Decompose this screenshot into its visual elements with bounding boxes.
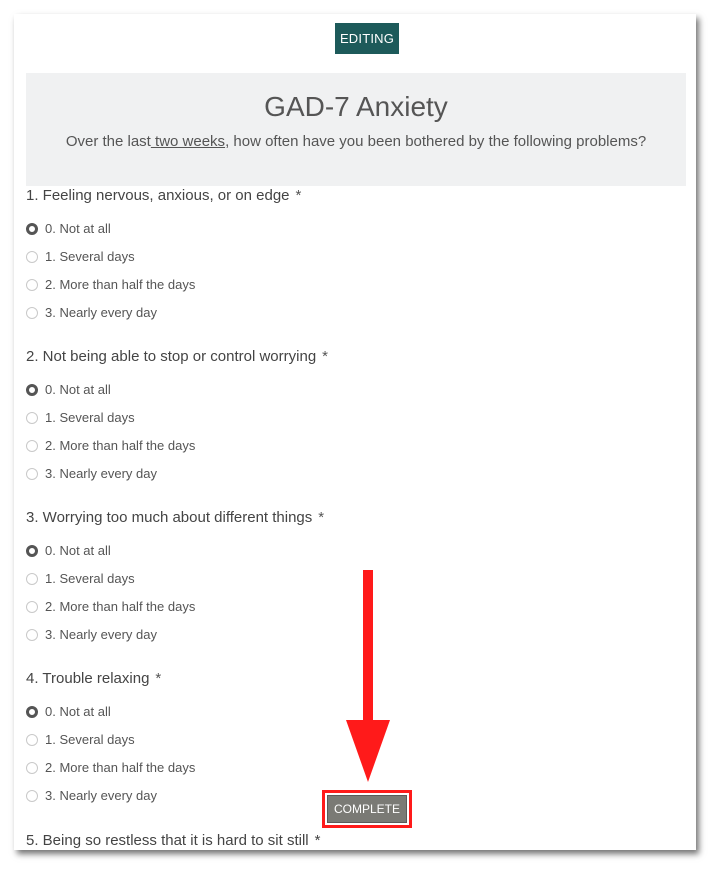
editing-badge: EDITING xyxy=(335,23,399,54)
required-marker: * xyxy=(318,509,325,526)
question-2 xyxy=(26,348,686,509)
subtitle-before: Over the last xyxy=(65,133,151,150)
option-label: 1. Several days xyxy=(45,249,135,264)
subtitle-after: , how often have you been bothered by the following problems? xyxy=(225,133,647,150)
option-not-at-all[interactable] xyxy=(26,704,111,719)
option-label: 3. Nearly every day xyxy=(45,788,157,803)
page-title: GAD-7 Anxiety xyxy=(264,91,448,122)
radio-checked-icon[interactable] xyxy=(26,384,38,396)
red-arrow-down-icon xyxy=(346,570,390,784)
option-label: 3. Nearly every day xyxy=(45,627,157,642)
complete-button[interactable]: COMPLETE xyxy=(327,795,407,823)
question-1 xyxy=(26,187,686,348)
question-text: 2. Not being able to stop or control worrying xyxy=(26,348,317,365)
radio-icon[interactable] xyxy=(26,573,38,585)
option-more-than-half[interactable] xyxy=(26,277,195,292)
question-text: 4. Trouble relaxing xyxy=(26,670,150,687)
question-text: 3. Worrying too much about different things xyxy=(26,509,313,526)
option-label: 0. Not at all xyxy=(45,704,111,719)
subtitle-emphasis: two weeks xyxy=(150,133,226,150)
option-label: 3. Nearly every day xyxy=(45,305,157,320)
radio-icon[interactable] xyxy=(26,468,38,480)
option-label: 2. More than half the days xyxy=(45,438,196,453)
question-text: 1. Feeling nervous, anxious, or on edge xyxy=(26,187,290,204)
radio-icon[interactable] xyxy=(26,307,38,319)
form-window xyxy=(14,14,696,850)
radio-icon[interactable] xyxy=(26,601,38,613)
radio-checked-icon[interactable] xyxy=(26,223,38,235)
radio-icon[interactable] xyxy=(26,734,38,746)
question-text: 5. Being so restless that it is hard to sit still xyxy=(26,832,309,849)
option-label: 0. Not at all xyxy=(45,382,111,397)
radio-icon[interactable] xyxy=(26,412,38,424)
radio-icon[interactable] xyxy=(26,279,38,291)
option-several-days[interactable] xyxy=(26,410,135,425)
option-nearly-every-day[interactable] xyxy=(26,305,157,320)
radio-icon[interactable] xyxy=(26,440,38,452)
option-not-at-all[interactable] xyxy=(26,382,111,397)
required-marker: * xyxy=(155,670,162,687)
question-label xyxy=(26,187,301,204)
radio-icon[interactable] xyxy=(26,251,38,263)
option-label: 1. Several days xyxy=(45,732,135,747)
option-label: 1. Several days xyxy=(45,571,135,586)
question-label xyxy=(26,509,324,526)
form-header xyxy=(26,73,686,186)
page-subtitle xyxy=(26,133,686,150)
radio-icon[interactable] xyxy=(26,790,38,802)
required-marker: * xyxy=(295,187,302,204)
option-several-days[interactable] xyxy=(26,732,135,747)
question-label xyxy=(26,670,161,687)
required-marker: * xyxy=(322,348,328,365)
option-label: 0. Not at all xyxy=(45,221,111,236)
question-5-label xyxy=(26,832,320,849)
option-not-at-all[interactable] xyxy=(26,221,111,236)
option-label: 1. Several days xyxy=(45,410,135,425)
option-nearly-every-day[interactable] xyxy=(26,788,157,803)
option-more-than-half[interactable] xyxy=(26,599,195,614)
option-nearly-every-day[interactable] xyxy=(26,627,157,642)
arrow-head xyxy=(346,720,390,782)
option-several-days[interactable] xyxy=(26,571,135,586)
option-label: 2. More than half the days xyxy=(45,599,196,614)
option-label: 2. More than half the days xyxy=(45,760,196,775)
option-more-than-half[interactable] xyxy=(26,438,195,453)
option-nearly-every-day[interactable] xyxy=(26,466,157,481)
option-label: 3. Nearly every day xyxy=(45,466,157,481)
option-label: 0. Not at all xyxy=(45,543,111,558)
question-label xyxy=(26,348,328,365)
option-more-than-half[interactable] xyxy=(26,760,195,775)
option-several-days[interactable] xyxy=(26,249,135,264)
radio-checked-icon[interactable] xyxy=(26,706,38,718)
radio-icon[interactable] xyxy=(26,762,38,774)
complete-highlight-box xyxy=(322,790,412,828)
radio-icon[interactable] xyxy=(26,629,38,641)
arrow-shaft xyxy=(363,570,373,730)
option-not-at-all[interactable] xyxy=(26,543,111,558)
option-label: 2. More than half the days xyxy=(45,277,196,292)
required-marker: * xyxy=(314,832,321,849)
radio-checked-icon[interactable] xyxy=(26,545,38,557)
